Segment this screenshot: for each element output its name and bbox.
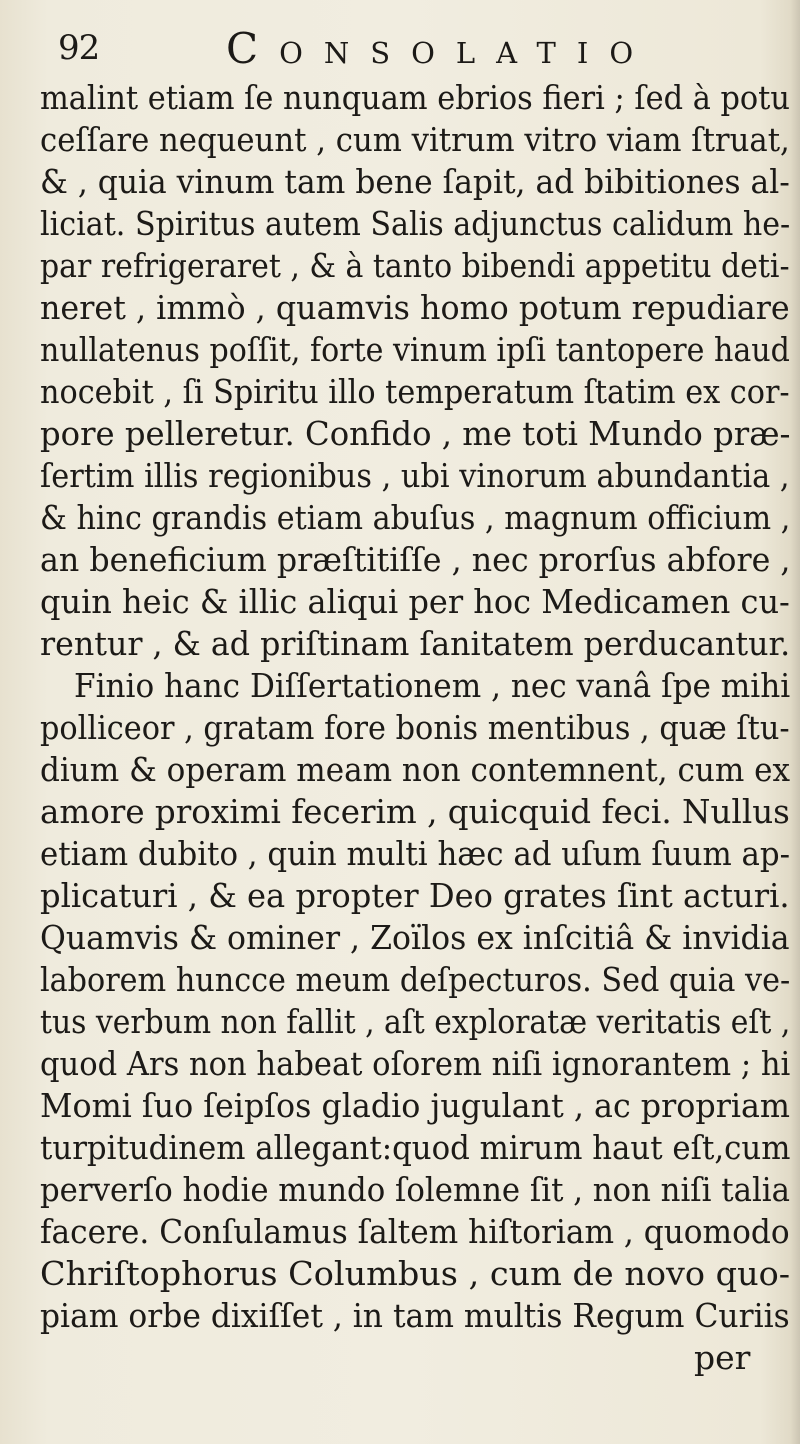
text-line: quin heic & illic aliqui per hoc Medicamen cu-: [40, 582, 790, 621]
text-line: amore proximi fecerim , quicquid feci. Nullus: [40, 792, 790, 831]
text-line: ceſſare nequeunt , cum vitrum vitro viam ſtruat,: [40, 120, 790, 159]
text-line: Quamvis & ominer , Zoïlos ex inſcitiâ & invidia: [40, 918, 790, 957]
text-line: tus verbum non fallit , aſt exploratæ veritatis eſt ,: [40, 1002, 791, 1041]
text-line: par refrigeraret , & à tanto bibendi appetitu deti-: [40, 246, 790, 285]
text-line: piam orbe dixiſſet , in tam multis Regum Curiis: [40, 1296, 790, 1335]
page-header: [58, 24, 758, 74]
text-line: rentur , & ad priſtinam ſanitatem perducantur.: [40, 624, 791, 663]
catchword: per: [694, 1338, 751, 1377]
text-line: Momi ſuo ſeipſos gladio jugulant , ac propriam: [40, 1086, 791, 1125]
text-line: dium & operam meam non contemnent, cum ex: [40, 750, 791, 789]
text-line: nocebit , ſi Spiritu illo temperatum ſtatim ex cor-: [40, 372, 790, 411]
text-line: polliceor , gratam fore bonis mentibus , quæ ſtu-: [40, 708, 790, 747]
running-title: Consolatio: [226, 24, 655, 73]
text-line: ſertim illis regionibus , ubi vinorum abundantia ,: [40, 456, 790, 495]
text-line: laborem huncce meum deſpecturos. Sed quia ve-: [40, 960, 791, 999]
text-line: & hinc grandis etiam abuſus , magnum officium ,: [40, 498, 791, 537]
text-line: neret , immò , quamvis homo potum repudiare: [40, 288, 790, 327]
text-line: malint etiam ſe nunquam ebrios fieri ; ſed à potu: [40, 78, 790, 117]
text-line: etiam dubito , quin multi hæc ad uſum ſuum ap-: [40, 834, 791, 873]
text-line: nullatenus poſſit, forte vinum ipſi tantopere haud: [40, 330, 790, 369]
text-line: an beneficium præſtitiſſe , nec prorſus abfore ,: [40, 540, 791, 579]
text-line: facere. Conſulamus ſaltem hiſtoriam , quomodo: [40, 1212, 790, 1251]
text-line: quod Ars non habeat oſorem niſi ignorantem ; hi: [40, 1044, 791, 1083]
text-line: perverſo hodie mundo ſolemne ſit , non niſi talia: [40, 1170, 790, 1209]
text-line: & , quia vinum tam bene ſapit, ad bibitiones al-: [40, 162, 790, 201]
text-line: turpitudinem allegant:quod mirum haut eſt,cum: [40, 1128, 791, 1167]
text-line: Chriſtophorus Columbus , cum de novo quo-: [40, 1254, 791, 1293]
page-edge-shadow: [790, 0, 800, 1444]
text-line: pore pelleretur. Confido , me toti Mundo præ-: [40, 414, 791, 453]
text-line: liciat. Spiritus autem Salis adjunctus calidum he-: [40, 204, 791, 243]
paragraph-first-line: Finio hanc Diſſertationem , nec vanâ ſpe mihi: [74, 666, 791, 705]
text-line: plicaturi , & ea propter Deo grates ſint acturi.: [40, 876, 790, 915]
page-number: 92: [58, 28, 100, 68]
